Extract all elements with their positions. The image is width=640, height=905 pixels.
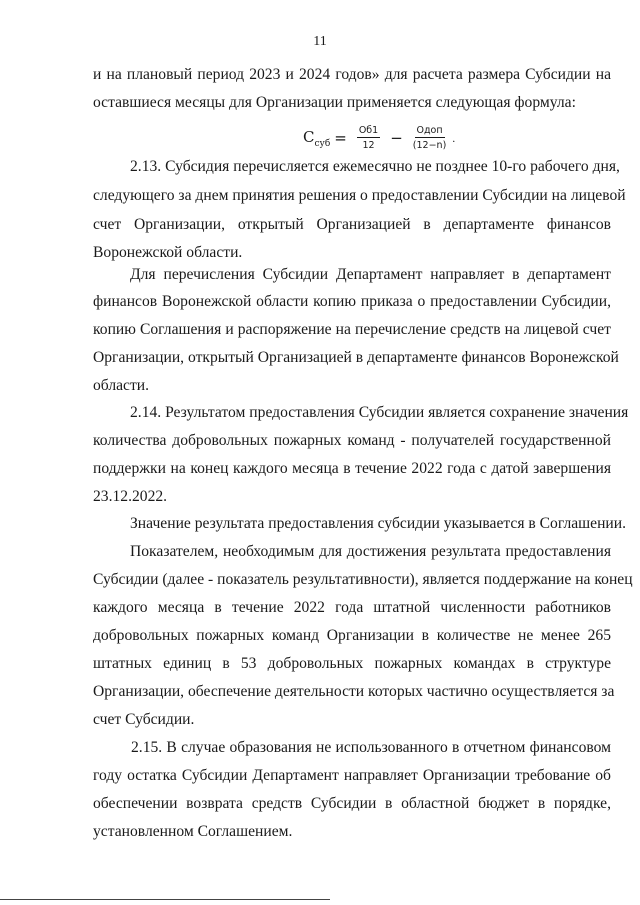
text-line: копию Соглашения и распоряжение на перечисление средств на лицевой счет xyxy=(93,321,611,338)
footer-rule xyxy=(0,899,330,900)
paragraph-2-13-line: 2.13. Субсидия перечисляется ежемесячно не позднее 10-го рабочего дня, xyxy=(130,158,620,175)
text-line: установленном Соглашением. xyxy=(93,823,293,840)
text-line: добровольных пожарных команд Организации в количестве не менее 265 xyxy=(93,627,611,644)
formula-frac1-denominator: 12 xyxy=(362,140,375,151)
formula-lhs-main: С xyxy=(303,127,315,146)
text-line: Воронежской области. xyxy=(93,244,243,261)
formula-end: . xyxy=(452,130,456,145)
text-line: оставшиеся месяцы для Организации применяется следующая формула: xyxy=(93,94,576,111)
text-line: следующего за днем принятия решения о предоставлении Субсидии на лицевой xyxy=(93,187,626,204)
text-line: году остатка Субсидии Департамент направляет Организации требование об xyxy=(93,767,611,784)
paragraph-transfer-line: Для перечисления Субсидии Департамент направляет в департамент xyxy=(130,266,611,283)
formula-frac2-denominator: (12−n) xyxy=(412,140,447,151)
paragraph-2-15-line: 2.15. В случае образования не использованного в отчетном финансовом xyxy=(131,739,611,756)
text-line: счет Субсидии. xyxy=(93,711,195,728)
formula-frac1-numerator: Об1 xyxy=(358,125,379,136)
text-line: Организации, обеспечение деятельности которых частично осуществляется за xyxy=(93,683,615,700)
formula-fraction-1 xyxy=(357,125,380,151)
text-line: Субсидии (далее - показатель результативности), является поддержание на конец xyxy=(93,571,633,588)
page-number: 11 xyxy=(313,34,327,49)
formula-lhs xyxy=(303,128,330,149)
text-line: каждого месяца в течение 2022 года штатной численности работников xyxy=(93,599,611,616)
text-line: обеспечении возврата средств Субсидии в областной бюджет в порядке, xyxy=(93,795,611,812)
text-line: финансов Воронежской области копию приказа о предоставлении Субсидии, xyxy=(93,293,611,310)
formula-equals: = xyxy=(334,129,347,147)
text-line: Организации, открытый Организацией в департаменте финансов Воронежской xyxy=(93,349,619,366)
text-line: и на плановый период 2023 и 2024 годов» для расчета размера Субсидии на xyxy=(93,66,611,83)
text-line: поддержки на конец каждого месяца в течение 2022 года с датой завершения xyxy=(93,460,611,477)
paragraph-indicator-line: Показателем, необходимым для достижения результата предоставления xyxy=(130,543,611,560)
text-line: области. xyxy=(93,377,150,394)
paragraph-result-value-line: Значение результата предоставления субсидии указывается в Соглашении. xyxy=(130,515,627,532)
formula-fraction-2 xyxy=(413,125,446,151)
formula-minus: − xyxy=(390,129,403,147)
text-line: счет Организации, открытый Организацией в департаменте финансов xyxy=(93,216,611,233)
subsidy-formula xyxy=(303,116,455,160)
paragraph-2-14-line: 2.14. Результатом предоставления Субсидии является сохранение значения xyxy=(130,404,629,421)
formula-lhs-sub: суб xyxy=(314,138,331,149)
formula-frac2-numerator: Одоп xyxy=(416,125,443,136)
text-line: штатных единиц в 53 добровольных пожарных командах в структуре xyxy=(93,655,611,672)
text-line: количества добровольных пожарных команд - получателей государственной xyxy=(93,432,611,449)
text-line: 23.12.2022. xyxy=(93,488,168,505)
